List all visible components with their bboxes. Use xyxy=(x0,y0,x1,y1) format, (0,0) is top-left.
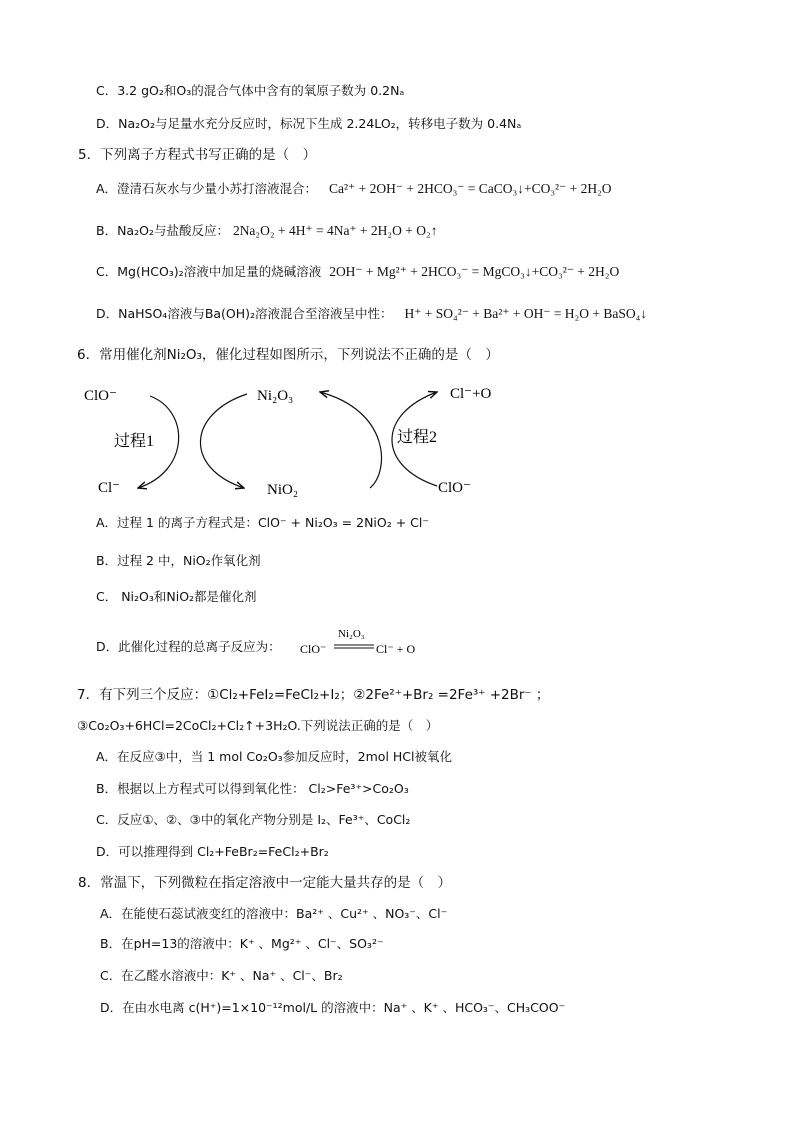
arrow-ni2o3-to-nio2 xyxy=(200,394,247,488)
q5-option-a-label: A．澄清石灰水与少量小苏打溶液混合： xyxy=(96,181,318,196)
q4-option-c: C．3.2 gO₂和O₃的混合气体中含有的氧原子数为 0.2Nₐ xyxy=(96,83,405,98)
diagram-process-1: 过程1 xyxy=(114,433,155,450)
q6-option-c: C． Ni₂O₃和NiO₂都是催化剂 xyxy=(96,589,257,604)
q7-stem-line-1: 7．有下列三个反应：①Cl₂+FeI₂=FeCl₂+I₂；②2Fe²⁺+Br₂ =2Fe³⁺ +2Br⁻ ； xyxy=(77,687,550,703)
diagram-cl-bottom-left: Cl⁻ xyxy=(98,480,121,496)
diagram-ni2o3: Ni₂O₃ xyxy=(257,388,294,404)
q6-option-d-catalyst: Ni₂O₃ xyxy=(338,628,365,640)
q5-stem: 5．下列离子方程式书写正确的是（ ） xyxy=(78,147,317,163)
q5-option-b xyxy=(96,222,437,240)
q5-option-d-label: D．NaHSO₄溶液与Ba(OH)₂溶液混合至溶液呈中性： xyxy=(96,306,393,321)
q7-option-c: C．反应①、②、③中的氧化产物分别是 I₂、Fe³⁺、CoCl₂ xyxy=(96,812,411,827)
q8-option-d: D．在由水电离 c(H⁺)=1×10⁻¹²mol/L 的溶液中：Na⁺ 、K⁺ 、HCO₃⁻、CH₃COO⁻ xyxy=(100,1000,566,1015)
diagram-cl-o: Cl⁻+O xyxy=(450,386,492,402)
q6-option-a: A．过程 1 的离子方程式是：ClO⁻ + Ni₂O₃ = 2NiO₂ + Cl⁻ xyxy=(96,515,429,530)
q6-option-d-label: D．此催化过程的总离子反应为： xyxy=(96,639,281,654)
q5-option-a-equation: Ca²⁺ + 2OH⁻ + 2HCO₃⁻ = CaCO₃↓+CO₃²⁻ + 2H₂O xyxy=(329,181,612,196)
diagram-clo-top-left: ClO⁻ xyxy=(84,388,117,404)
q8-option-c: C．在乙醛水溶液中：K⁺ 、Na⁺ 、Cl⁻、Br₂ xyxy=(100,968,343,983)
q7-stem-line-2: ③Co₂O₃+6HCl=2CoCl₂+Cl₂↑+3H₂O.下列说法正确的是（ ） xyxy=(77,718,439,733)
q4-option-d: D．Na₂O₂与足量水充分反应时，标况下生成 2.24LO₂，转移电子数为 0.4Nₐ xyxy=(96,116,522,131)
q6-option-b: B．过程 2 中，NiO₂作氧化剂 xyxy=(96,553,261,568)
q8-option-a: A．在能使石蕊试液变红的溶液中：Ba²⁺ 、Cu²⁺ 、NO₃⁻、Cl⁻ xyxy=(100,906,448,921)
q5-option-b-equation: 2Na₂O₂ + 4H⁺ = 4Na⁺ + 2H₂O + O₂↑ xyxy=(232,223,438,238)
q6-stem: 6．常用催化剂Ni₂O₃，催化过程如图所示，下列说法不正确的是（ ） xyxy=(77,347,499,363)
diagram-process-2: 过程2 xyxy=(397,429,438,446)
q5-option-a xyxy=(96,180,612,198)
catalysis-cycle-diagram xyxy=(72,376,532,504)
diagram-nio2: NiO₂ xyxy=(267,482,299,498)
q7-option-d: D．可以推理得到 Cl₂+FeBr₂=FeCl₂+Br₂ xyxy=(96,844,329,859)
arrow-nio2-to-ni2o3 xyxy=(320,392,382,488)
diagram-clo-bottom-right: ClO⁻ xyxy=(438,480,471,496)
q5-option-d-equation: H⁺ + SO₄²⁻ + Ba²⁺ + OH⁻ = H₂O + BaSO₄↓ xyxy=(404,306,648,321)
q6-option-d-reactant: ClO⁻ xyxy=(300,642,327,656)
q6-option-d-reaction xyxy=(300,625,430,665)
q5-option-c-label: C．Mg(HCO₃)₂溶液中加足量的烧碱溶液 xyxy=(96,264,322,279)
q5-option-c xyxy=(96,263,619,281)
q6-option-d-product: Cl⁻ + O xyxy=(376,642,416,656)
q7-option-a: A．在反应③中，当 1 mol Co₂O₃参加反应时，2mol HCl被氧化 xyxy=(96,749,452,764)
q8-option-b: B．在pH=13的溶液中：K⁺ 、Mg²⁺ 、Cl⁻、SO₃²⁻ xyxy=(100,936,384,951)
q8-stem: 8．常温下，下列微粒在指定溶液中一定能大量共存的是（ ） xyxy=(78,875,452,891)
q7-option-b: B．根据以上方程式可以得到氧化性： Cl₂>Fe³⁺>Co₂O₃ xyxy=(96,781,409,796)
q5-option-c-equation: 2OH⁻ + Mg²⁺ + 2HCO₃⁻ = MgCO₃↓+CO₃²⁻ + 2H₂O xyxy=(329,264,620,279)
q5-option-d xyxy=(96,305,647,323)
q5-option-b-label: B．Na₂O₂与盐酸反应： xyxy=(96,223,229,238)
